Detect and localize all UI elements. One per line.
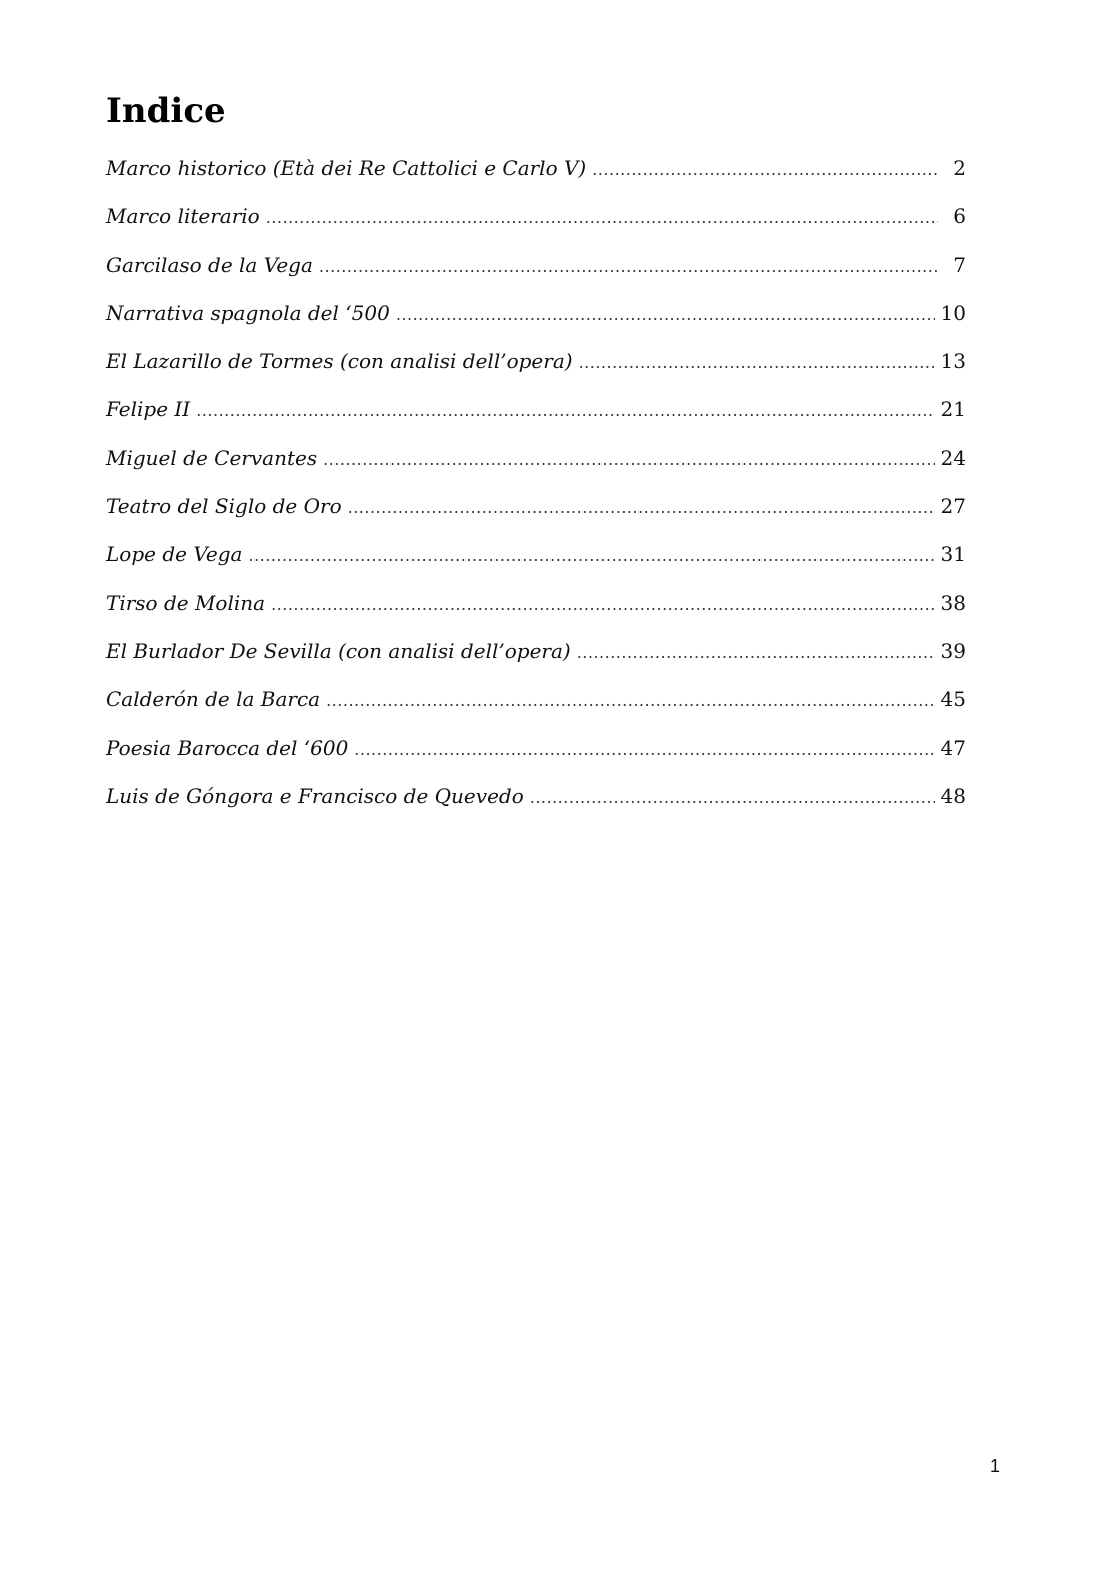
toc-leader-dots: [396, 297, 935, 333]
page-title: Indice: [106, 91, 226, 131]
toc-entry-page: 31: [940, 542, 966, 567]
toc-entry-label: Garcilaso de la Vega: [106, 252, 313, 277]
toc-entry-label: Calderón de la Barca: [106, 687, 321, 712]
toc-entry-page: 10: [940, 300, 966, 325]
toc-entry-label: Miguel de Cervantes: [106, 445, 318, 470]
toc-leader-dots: [592, 152, 938, 188]
toc-entry-label: Tirso de Molina: [106, 590, 266, 615]
toc-entry-page: 13: [940, 349, 966, 374]
toc-entry[interactable]: [106, 633, 966, 681]
toc-entry[interactable]: [106, 343, 966, 391]
toc-entry-label: Lope de Vega: [106, 542, 243, 567]
toc-leader-dots: [196, 393, 934, 429]
toc-entry-page: 6: [953, 204, 966, 229]
toc-entry-label: Felipe II: [106, 397, 191, 422]
toc-leader-dots: [530, 780, 935, 816]
toc-entry-page: 7: [953, 252, 966, 277]
toc-leader-dots: [348, 490, 935, 526]
toc-leader-dots: [271, 587, 934, 623]
toc-entry-page: 38: [940, 590, 966, 615]
toc-entry-page: 21: [940, 397, 966, 422]
toc-leader-dots: [577, 635, 935, 671]
toc-entry-label: Poesia Barocca del ‘600: [106, 735, 349, 760]
toc-entry[interactable]: [106, 778, 966, 826]
toc-entry-label: Luis de Góngora e Francisco de Quevedo: [106, 783, 524, 808]
toc-entry-page: 27: [940, 494, 966, 519]
toc-entry[interactable]: [106, 536, 966, 584]
toc-entry-label: Narrativa spagnola del ‘500: [106, 300, 390, 325]
toc-leader-dots: [326, 683, 934, 719]
table-of-contents: [106, 150, 966, 826]
toc-entry-label: Marco historico (Età dei Re Cattolici e Carlo V): [106, 156, 587, 180]
page-number: 1: [990, 1456, 1001, 1476]
toc-entry[interactable]: [106, 440, 966, 488]
toc-entry-label: El Lazarillo de Tormes (con analisi dell’opera): [106, 349, 573, 374]
toc-leader-dots: [323, 442, 934, 478]
toc-entry-page: 47: [940, 735, 966, 760]
toc-entry[interactable]: [106, 730, 966, 778]
toc-entry-label: Teatro del Siglo de Oro: [106, 494, 342, 519]
toc-entry[interactable]: [106, 585, 966, 633]
toc-entry[interactable]: [106, 681, 966, 729]
toc-entry[interactable]: [106, 247, 966, 295]
toc-leader-dots: [354, 732, 934, 768]
toc-entry-page: 48: [940, 783, 966, 808]
toc-entry[interactable]: [106, 391, 966, 439]
toc-entry[interactable]: [106, 295, 966, 343]
toc-entry-page: 2: [953, 156, 966, 180]
toc-entry-page: 39: [940, 638, 966, 663]
toc-leader-dots: [266, 200, 938, 236]
toc-entry-label: El Burlador De Sevilla (con analisi dell’opera): [106, 638, 571, 663]
toc-entry[interactable]: [106, 150, 966, 198]
toc-entry[interactable]: [106, 488, 966, 536]
toc-entry-label: Marco literario: [106, 204, 260, 229]
toc-entry[interactable]: [106, 198, 966, 246]
toc-leader-dots: [319, 249, 938, 285]
toc-entry-page: 24: [940, 445, 966, 470]
toc-entry-page: 45: [940, 687, 966, 712]
toc-leader-dots: [579, 345, 935, 381]
toc-leader-dots: [248, 538, 934, 574]
